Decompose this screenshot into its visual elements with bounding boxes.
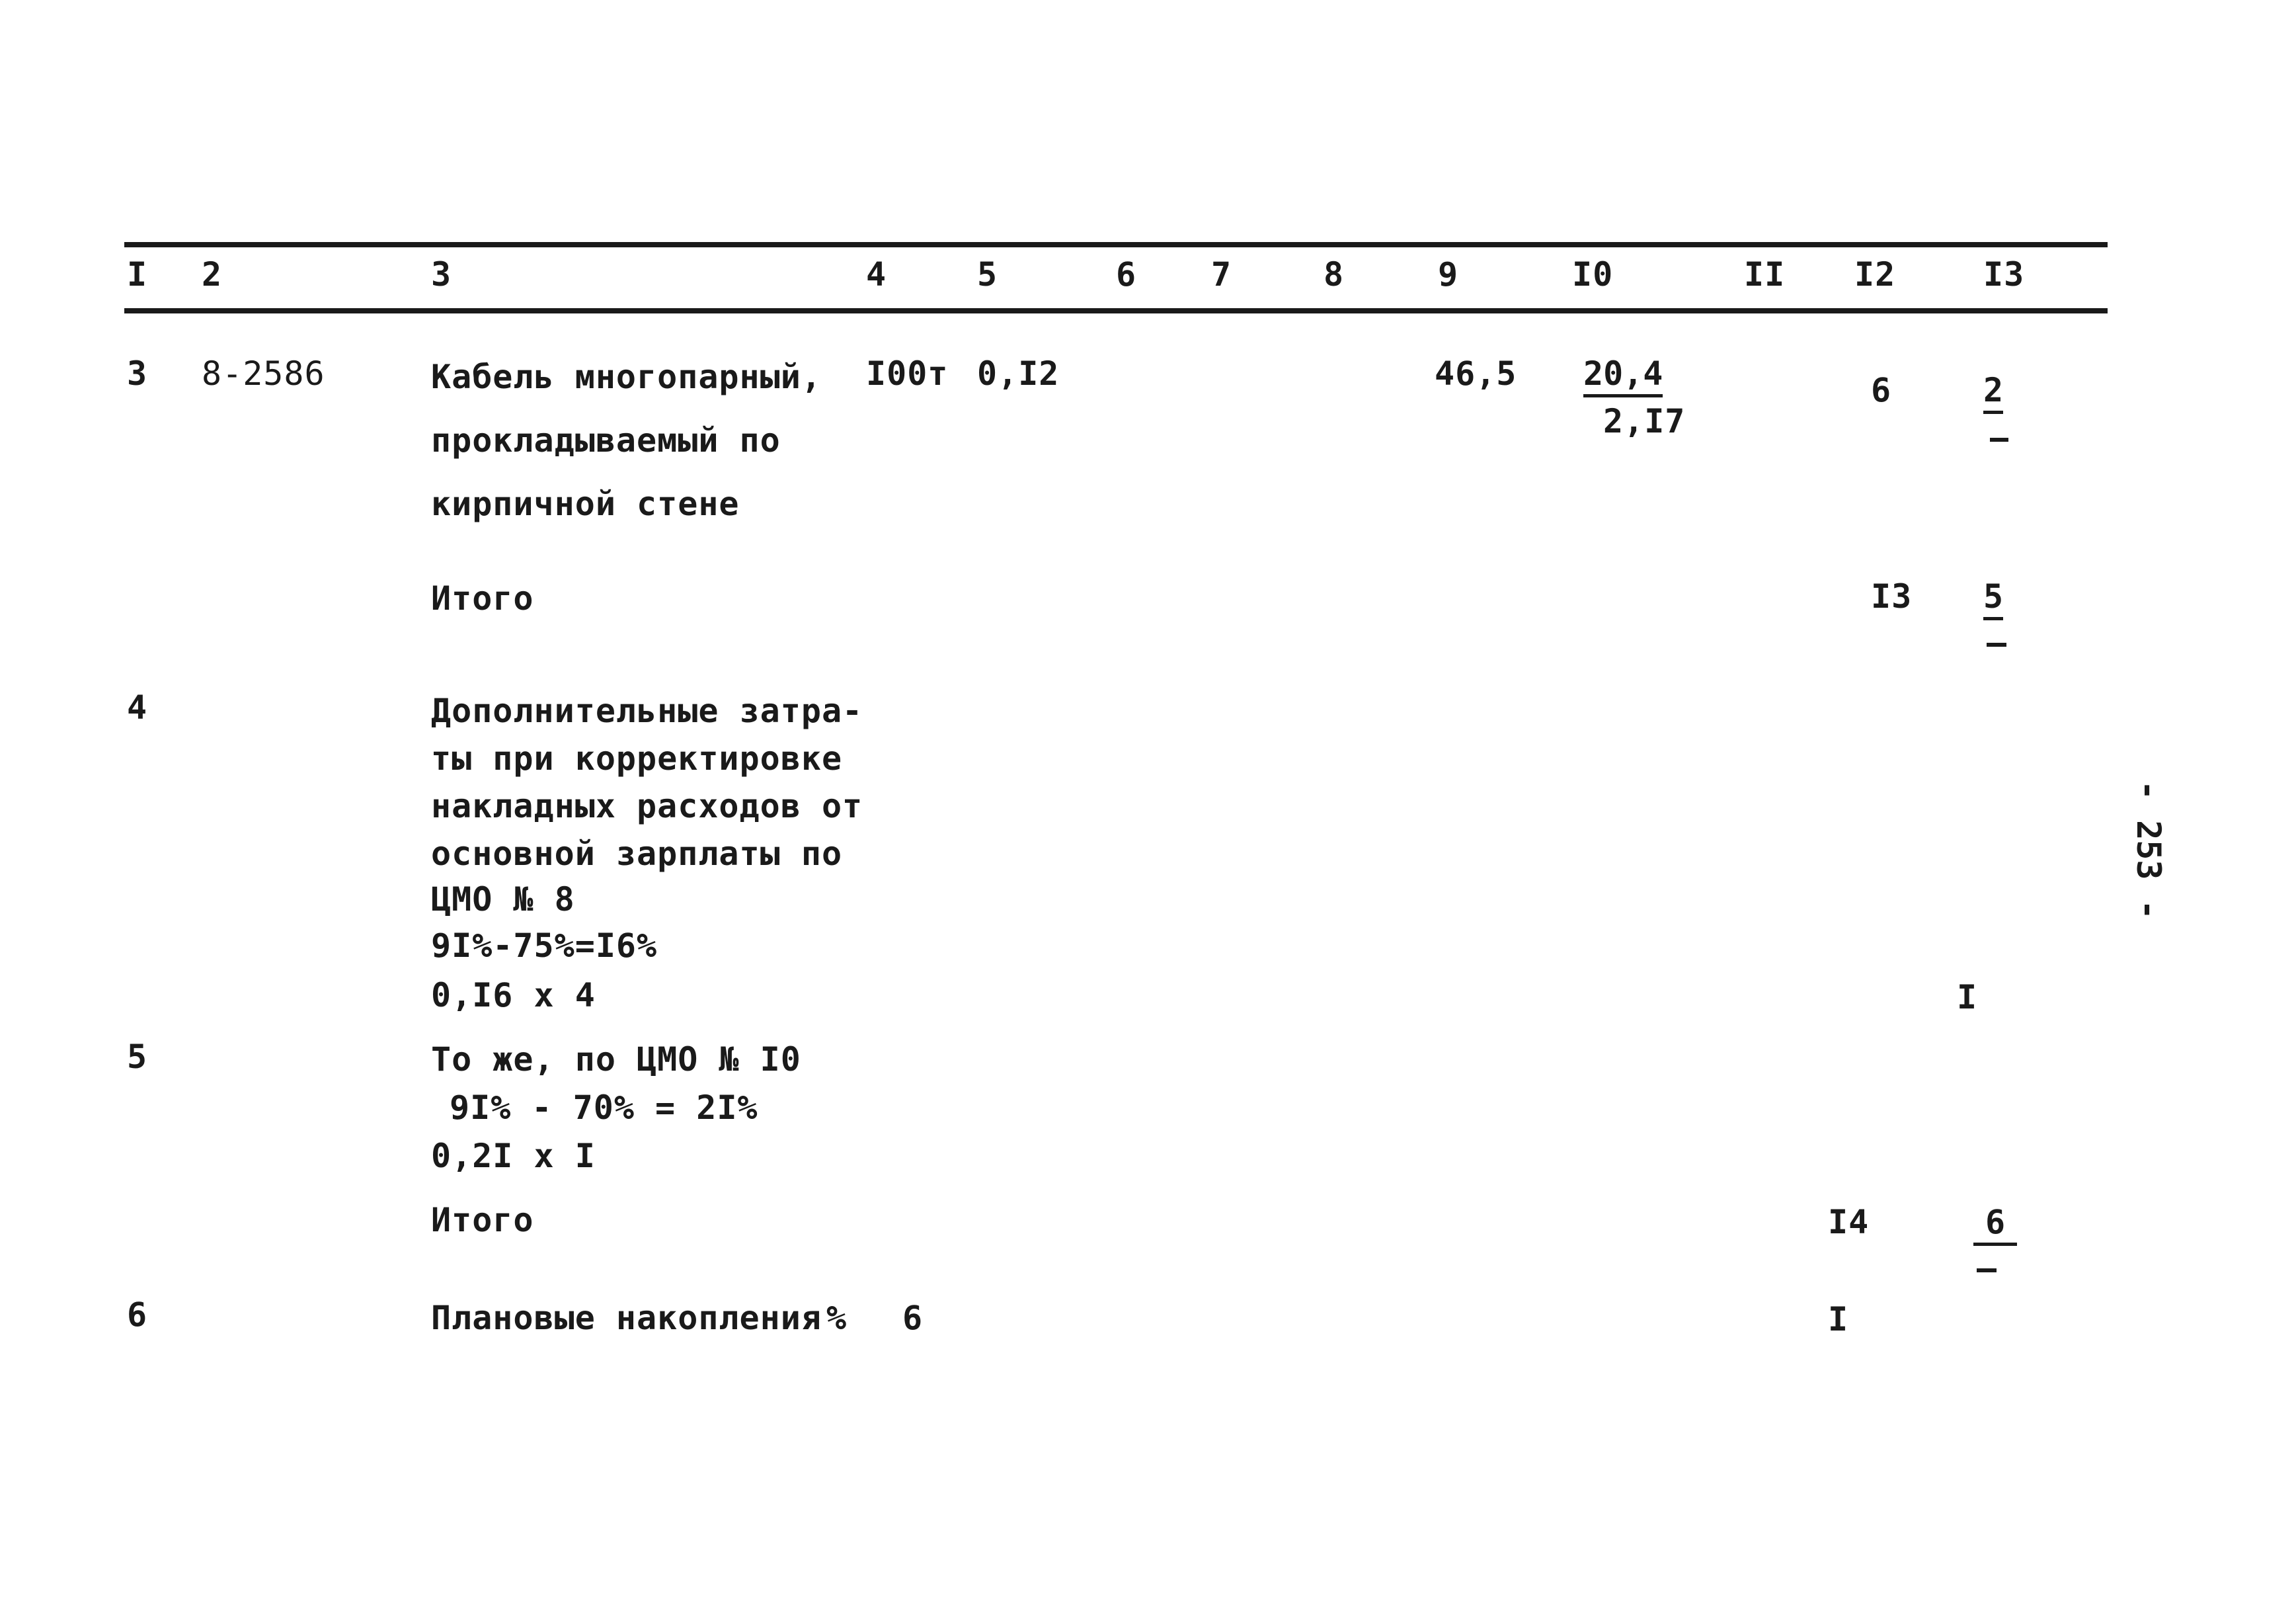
row4-desc-line7: 0,I6 х 4 [431, 976, 596, 1014]
row3-desc-line1: Кабель многопарный, [431, 358, 822, 396]
total1-col13-top-value: 5 [1983, 577, 2003, 620]
col-header-7: 7 [1211, 255, 1232, 294]
total2-label: Итого [431, 1201, 534, 1239]
row6-col12: I [1828, 1300, 1849, 1338]
page-number-side: - 253 - [2129, 780, 2168, 920]
total2-col13-top-value: 6 [1973, 1203, 2017, 1246]
row4-desc-line5: ЦМО № 8 [431, 880, 575, 919]
row3-col13-top-value: 2 [1983, 371, 2003, 414]
col-header-1: I [127, 255, 148, 294]
row4-desc-line1: Дополнительные затра- [431, 692, 863, 730]
total1-col13-bottom [1987, 643, 2006, 647]
col-header-3: 3 [431, 255, 452, 294]
total1-col13-top [1983, 577, 2003, 616]
row5-desc-line2: 9I% - 70% = 2I% [450, 1088, 758, 1127]
row3-col10-top [1583, 354, 1663, 393]
row6-percent: % [826, 1299, 848, 1337]
row3-col10-bottom: 2,I7 [1603, 402, 1686, 440]
row4-desc-line2: ты при корректировке [431, 739, 843, 778]
row3-desc-line2: прокладываемый по [431, 421, 781, 460]
row3-desc-line3: кирпичной стене [431, 485, 740, 523]
row6-number: 6 [127, 1295, 148, 1334]
row3-col13-bottom [1990, 438, 2008, 442]
row5-desc-line1: То же, по ЦМО № I0 [431, 1040, 801, 1079]
row3-unit: I00т [866, 354, 949, 393]
total1-label: Итого [431, 579, 534, 618]
row5-desc-line3: 0,2I х I [431, 1137, 596, 1175]
row4-number: 4 [127, 688, 148, 727]
col-header-13: I3 [1983, 255, 2025, 294]
col-header-8: 8 [1324, 255, 1345, 294]
row3-number: 3 [127, 354, 148, 393]
row3-col13-top [1983, 370, 2003, 410]
col-header-10: I0 [1572, 255, 1614, 294]
col-header-6: 6 [1116, 255, 1137, 294]
row4-desc-line3: накладных расходов от [431, 787, 863, 825]
row3-code: 8-2586 [202, 354, 325, 393]
row6-value: 6 [902, 1299, 924, 1337]
row3-col10-top-value: 20,4 [1583, 354, 1663, 397]
row4-col13: I [1957, 978, 1978, 1016]
row5-number: 5 [127, 1038, 148, 1076]
row6-desc: Плановые накопления [431, 1299, 822, 1337]
col-header-2: 2 [202, 255, 223, 294]
table-header-rule [124, 308, 2108, 313]
col-header-12: I2 [1854, 255, 1896, 294]
total2-col12: I4 [1828, 1203, 1870, 1241]
row4-desc-line4: основной зарплаты по [431, 835, 843, 873]
col-header-4: 4 [866, 255, 887, 294]
col-header-5: 5 [977, 255, 998, 294]
row3-col12: 6 [1871, 371, 1892, 409]
total2-col13-bottom [1977, 1268, 1997, 1272]
total2-col13-top [1973, 1202, 2017, 1242]
col-header-9: 9 [1438, 255, 1459, 294]
row3-quantity: 0,I2 [977, 354, 1060, 393]
total1-col12: I3 [1871, 577, 1913, 616]
row3-col9: 46,5 [1435, 354, 1517, 393]
row4-desc-line6: 9I%-75%=I6% [431, 926, 658, 965]
col-header-11: II [1744, 255, 1786, 294]
table-top-rule [124, 242, 2108, 247]
